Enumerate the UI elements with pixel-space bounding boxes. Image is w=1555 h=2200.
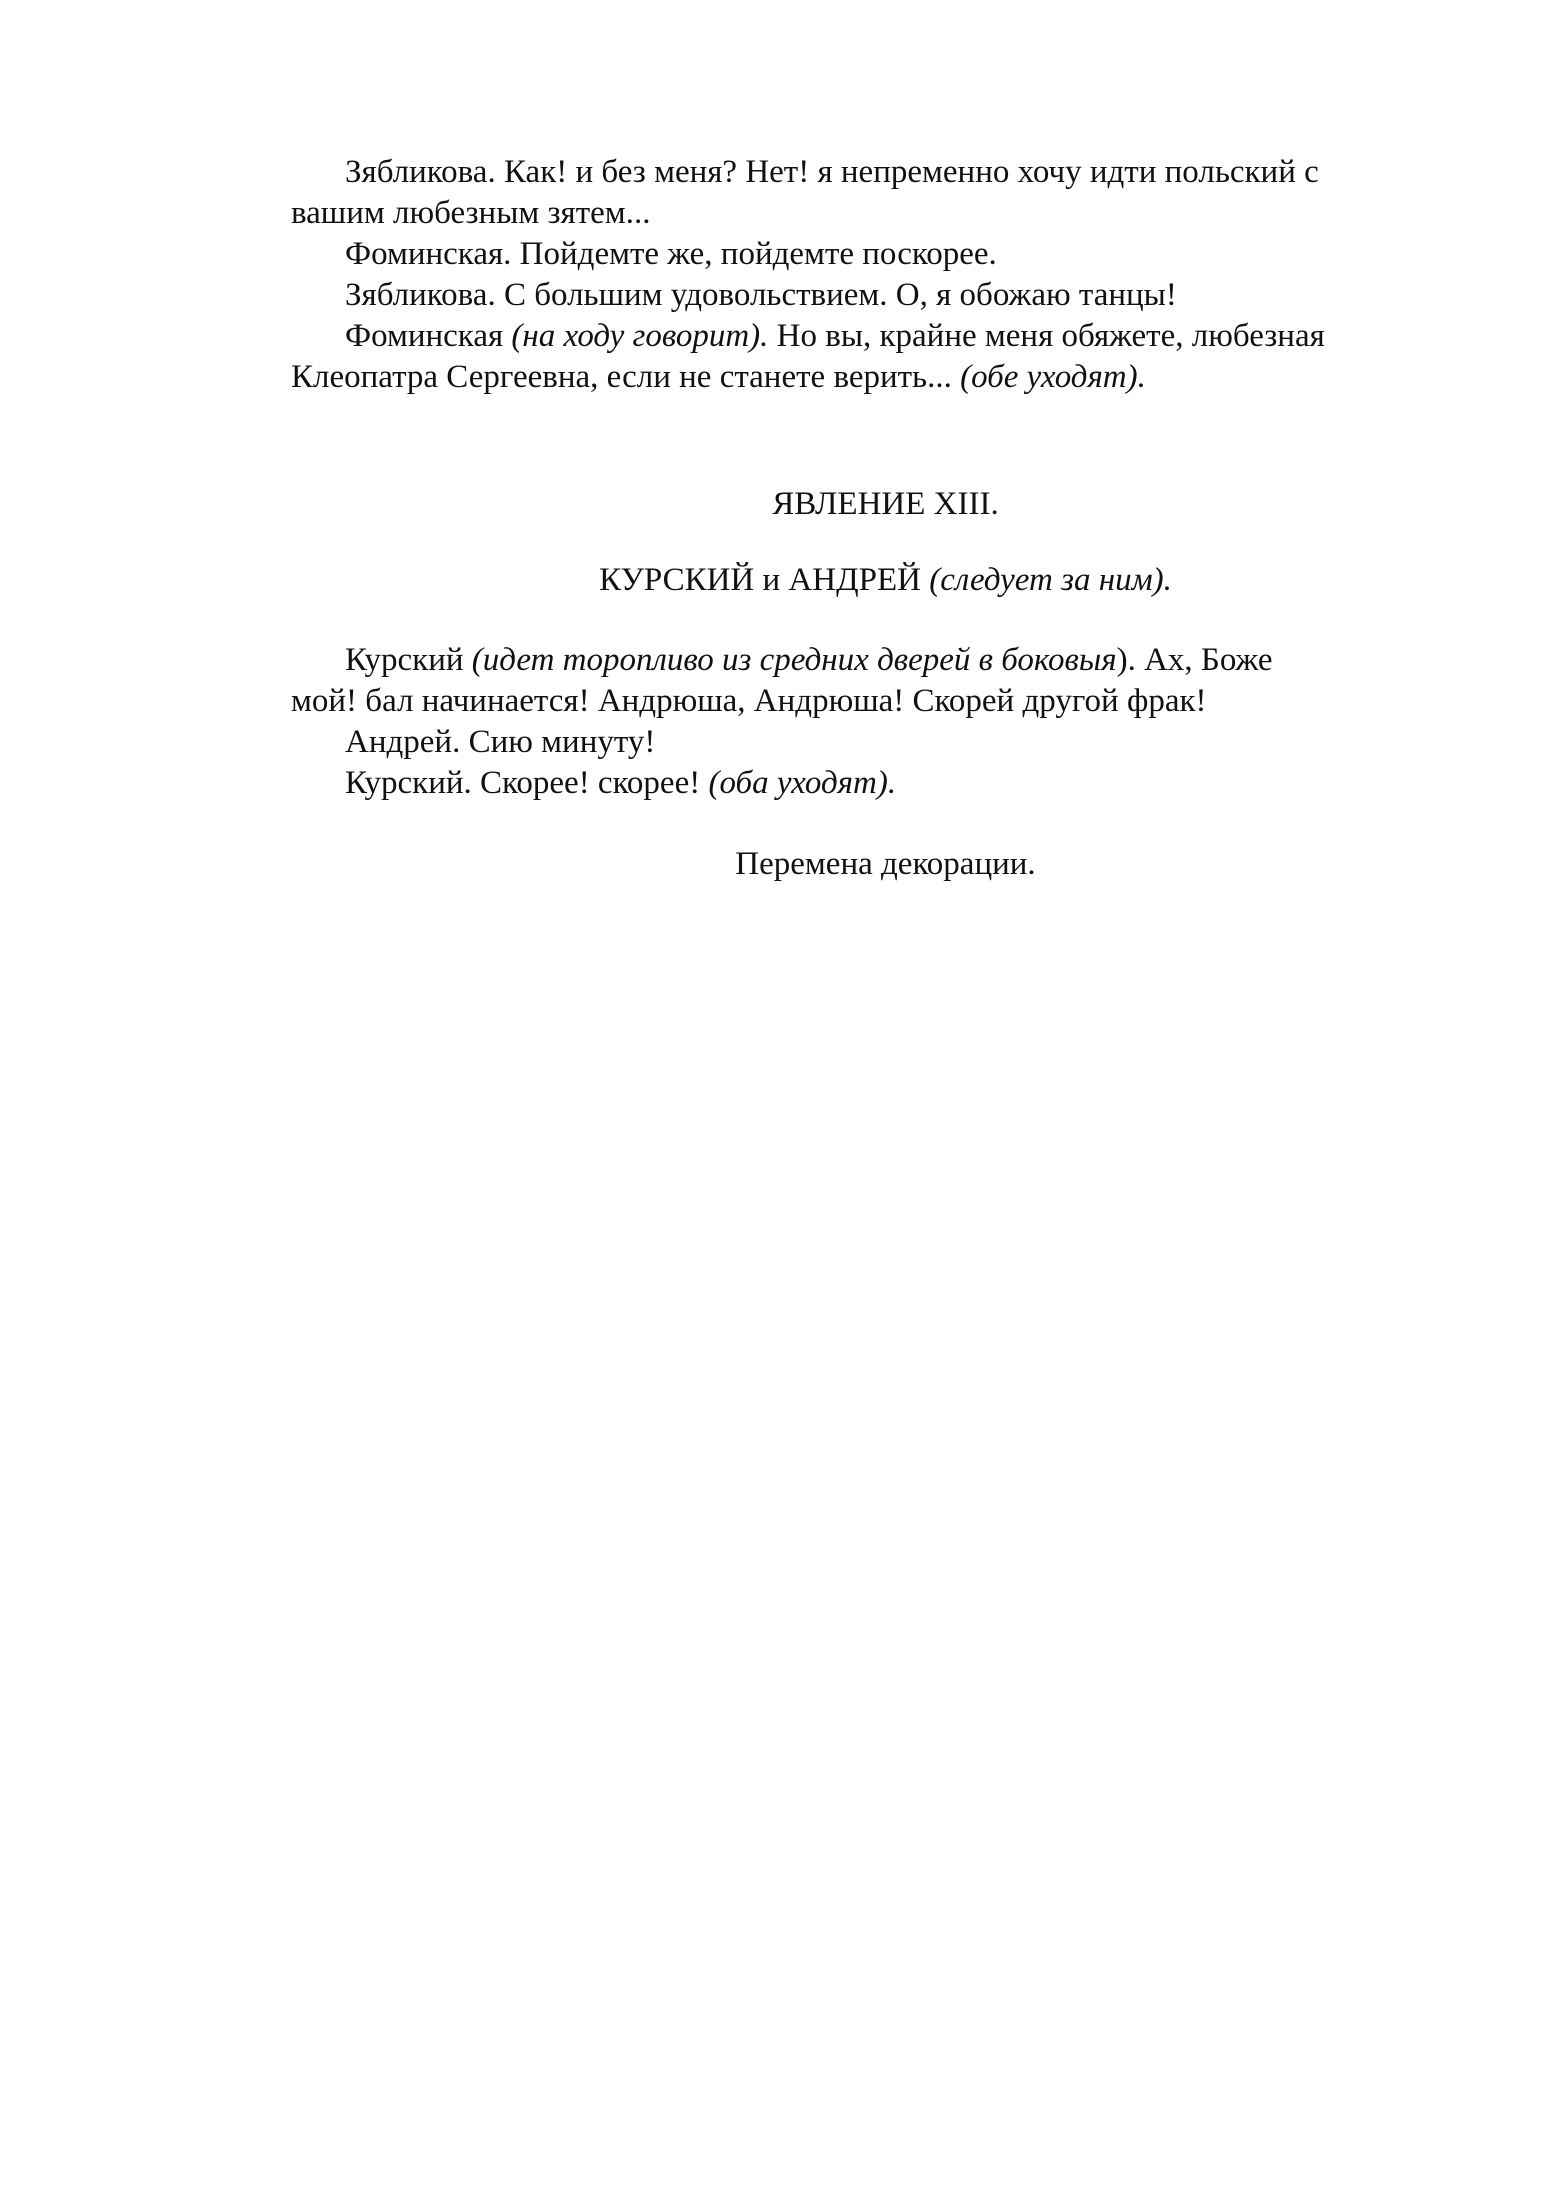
stage-direction: (оба уходят). <box>700 765 897 801</box>
dialogue-paragraph <box>318 763 1453 804</box>
dialogue-text: Как! и без меня? Нет! я непременно хочу идти польский с <box>495 154 1319 190</box>
dialogue-text: мой! бал начинается! Андрюша, Андрюша! Скорей другой фрак! <box>291 683 1207 719</box>
dialogue-block-bottom <box>291 640 1453 804</box>
stage-direction: (следует за ним). <box>920 562 1172 598</box>
speaker-name: Зябликова. <box>345 154 496 190</box>
speaker-name: Курский <box>345 642 464 678</box>
dialogue-paragraph <box>291 152 1453 234</box>
dialogue-text: С большим удовольствием. О, я обожаю танцы! <box>495 277 1177 313</box>
dialogue-text: Скорее! скорее! <box>471 765 701 801</box>
dialogue-block-top <box>291 152 1453 398</box>
speaker-name: Зябликова. <box>345 277 496 313</box>
dialogue-paragraph <box>318 275 1453 316</box>
dialogue-text: Пойдемте же, пойдемте поскорее. <box>511 236 997 272</box>
dialogue-text: Клеопатра Сергеевна, если не станете верить... <box>291 359 952 395</box>
speaker-name: Андрей. <box>345 724 461 760</box>
stage-direction: (на ходу говорит). <box>503 318 769 354</box>
dialogue-text: Сию минуту! <box>460 724 656 760</box>
dialogue-paragraph <box>318 722 1453 763</box>
dialogue-paragraph <box>318 234 1453 275</box>
scene-cast-line <box>318 560 1453 601</box>
dialogue-paragraph <box>291 316 1453 398</box>
dialogue-paragraph <box>291 640 1453 722</box>
dialogue-continuation <box>291 357 1453 398</box>
dialogue-text: вашим любезным зятем... <box>291 195 651 231</box>
dialogue-text: Но вы, крайне меня обяжете, любезная <box>768 318 1325 354</box>
stage-direction: (обе уходят). <box>951 359 1146 395</box>
scene-change-note: Перемена декорации. <box>735 846 1036 882</box>
dialogue-text: ). Ах, Боже <box>1116 642 1273 678</box>
speaker-name: Фоминская <box>345 318 504 354</box>
stage-direction: (идет торопливо из средних дверей в боковыя <box>463 642 1117 678</box>
speaker-name: Курский. <box>345 765 472 801</box>
speaker-name: Фоминская. <box>345 236 512 272</box>
scene-title: ЯВЛЕНИЕ XIII. <box>772 486 999 522</box>
scene-cast: КУРСКИЙ и АНДРЕЙ <box>599 562 921 598</box>
